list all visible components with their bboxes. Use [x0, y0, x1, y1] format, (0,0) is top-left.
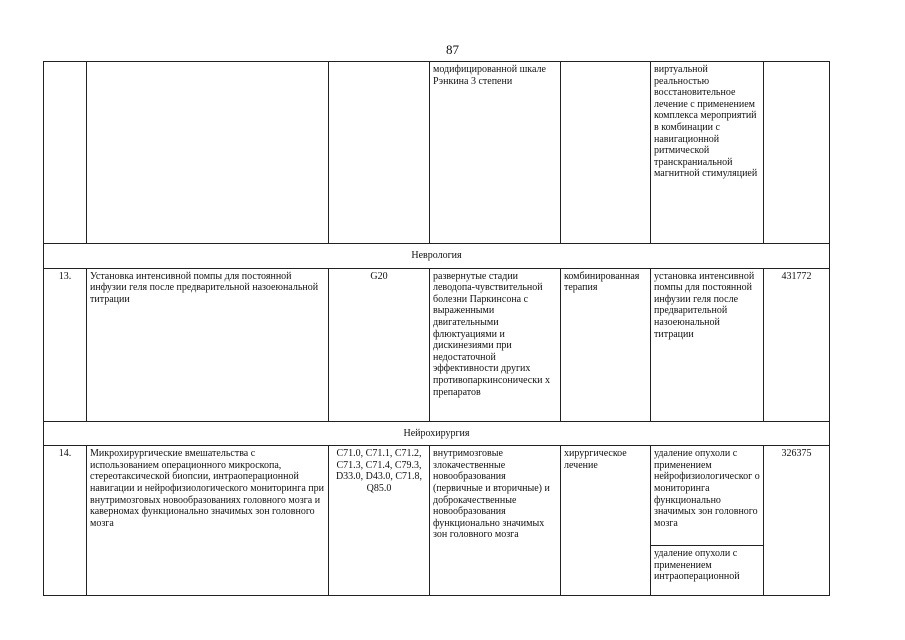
cell-method: установка интенсивной помпы для постоянной инфузии геля после предварительной назоеюнальной титрации: [651, 268, 764, 421]
cell-method-2: удаление опухоли с применением интраоперационной: [651, 546, 764, 596]
cell-price: 326375: [764, 446, 830, 596]
section-header-neurology: [44, 244, 830, 269]
section-title: Неврология: [44, 244, 830, 269]
cell-diagnosis: развернутые стадии леводопа-чувствительной болезни Паркинсона с выраженными двигательными флюктуациями и дискинезиями при недостаточной эффективности других противопаркинсонически х препаратов: [430, 268, 561, 421]
cell-name: Установка интенсивной помпы для постоянной инфузии геля после предварительной назоеюнальной титрации: [87, 268, 329, 421]
cell-treatment-type: комбинированная терапия: [561, 268, 651, 421]
cell-number: [44, 62, 87, 244]
section-title: Нейрохирургия: [44, 421, 830, 446]
table-row-13: [44, 268, 830, 421]
cell-price: 431772: [764, 268, 830, 421]
cell-name: [87, 62, 329, 244]
table-row-14: [44, 446, 830, 546]
cell-number: 13.: [44, 268, 87, 421]
cell-diagnosis: внутримозговые злокачественные новообразования (первичные и вторичные) и доброкачественные новообразования функционально значимых зон головного мозга: [430, 446, 561, 596]
cell-method-1: удаление опухоли с применением нейрофизиологическог о мониторинга функционально значимых зон головного мозга: [651, 446, 764, 546]
medical-services-table: [43, 61, 830, 596]
section-header-neurosurgery: [44, 421, 830, 446]
cell-code: [329, 62, 430, 244]
cell-method: виртуальной реальностью восстановительное лечение с применением комплекса мероприятий в комбинации с навигационной ритмической транскраниальной магнитной стимуляцией: [651, 62, 764, 244]
page-number: 87: [446, 42, 459, 57]
table-row-continuation: [44, 62, 830, 244]
cell-treatment-type: [561, 62, 651, 244]
cell-code: C71.0, C71.1, C71.2, C71.3, C71.4, C79.3, D33.0, D43.0, C71.8, Q85.0: [329, 446, 430, 596]
cell-number: 14.: [44, 446, 87, 596]
cell-treatment-type: хирургическое лечение: [561, 446, 651, 596]
cell-name: Микрохирургические вмешательства с использованием операционного микроскопа, стереотаксической биопсии, интраоперационной навигации и нейрофизиологического мониторинга при внутримозговых новообразованиях головного мозга и каверномах функционально значимых зон головного мозга: [87, 446, 329, 596]
cell-diagnosis: модифицированной шкале Рэнкина 3 степени: [430, 62, 561, 244]
cell-price: [764, 62, 830, 244]
cell-code: G20: [329, 268, 430, 421]
